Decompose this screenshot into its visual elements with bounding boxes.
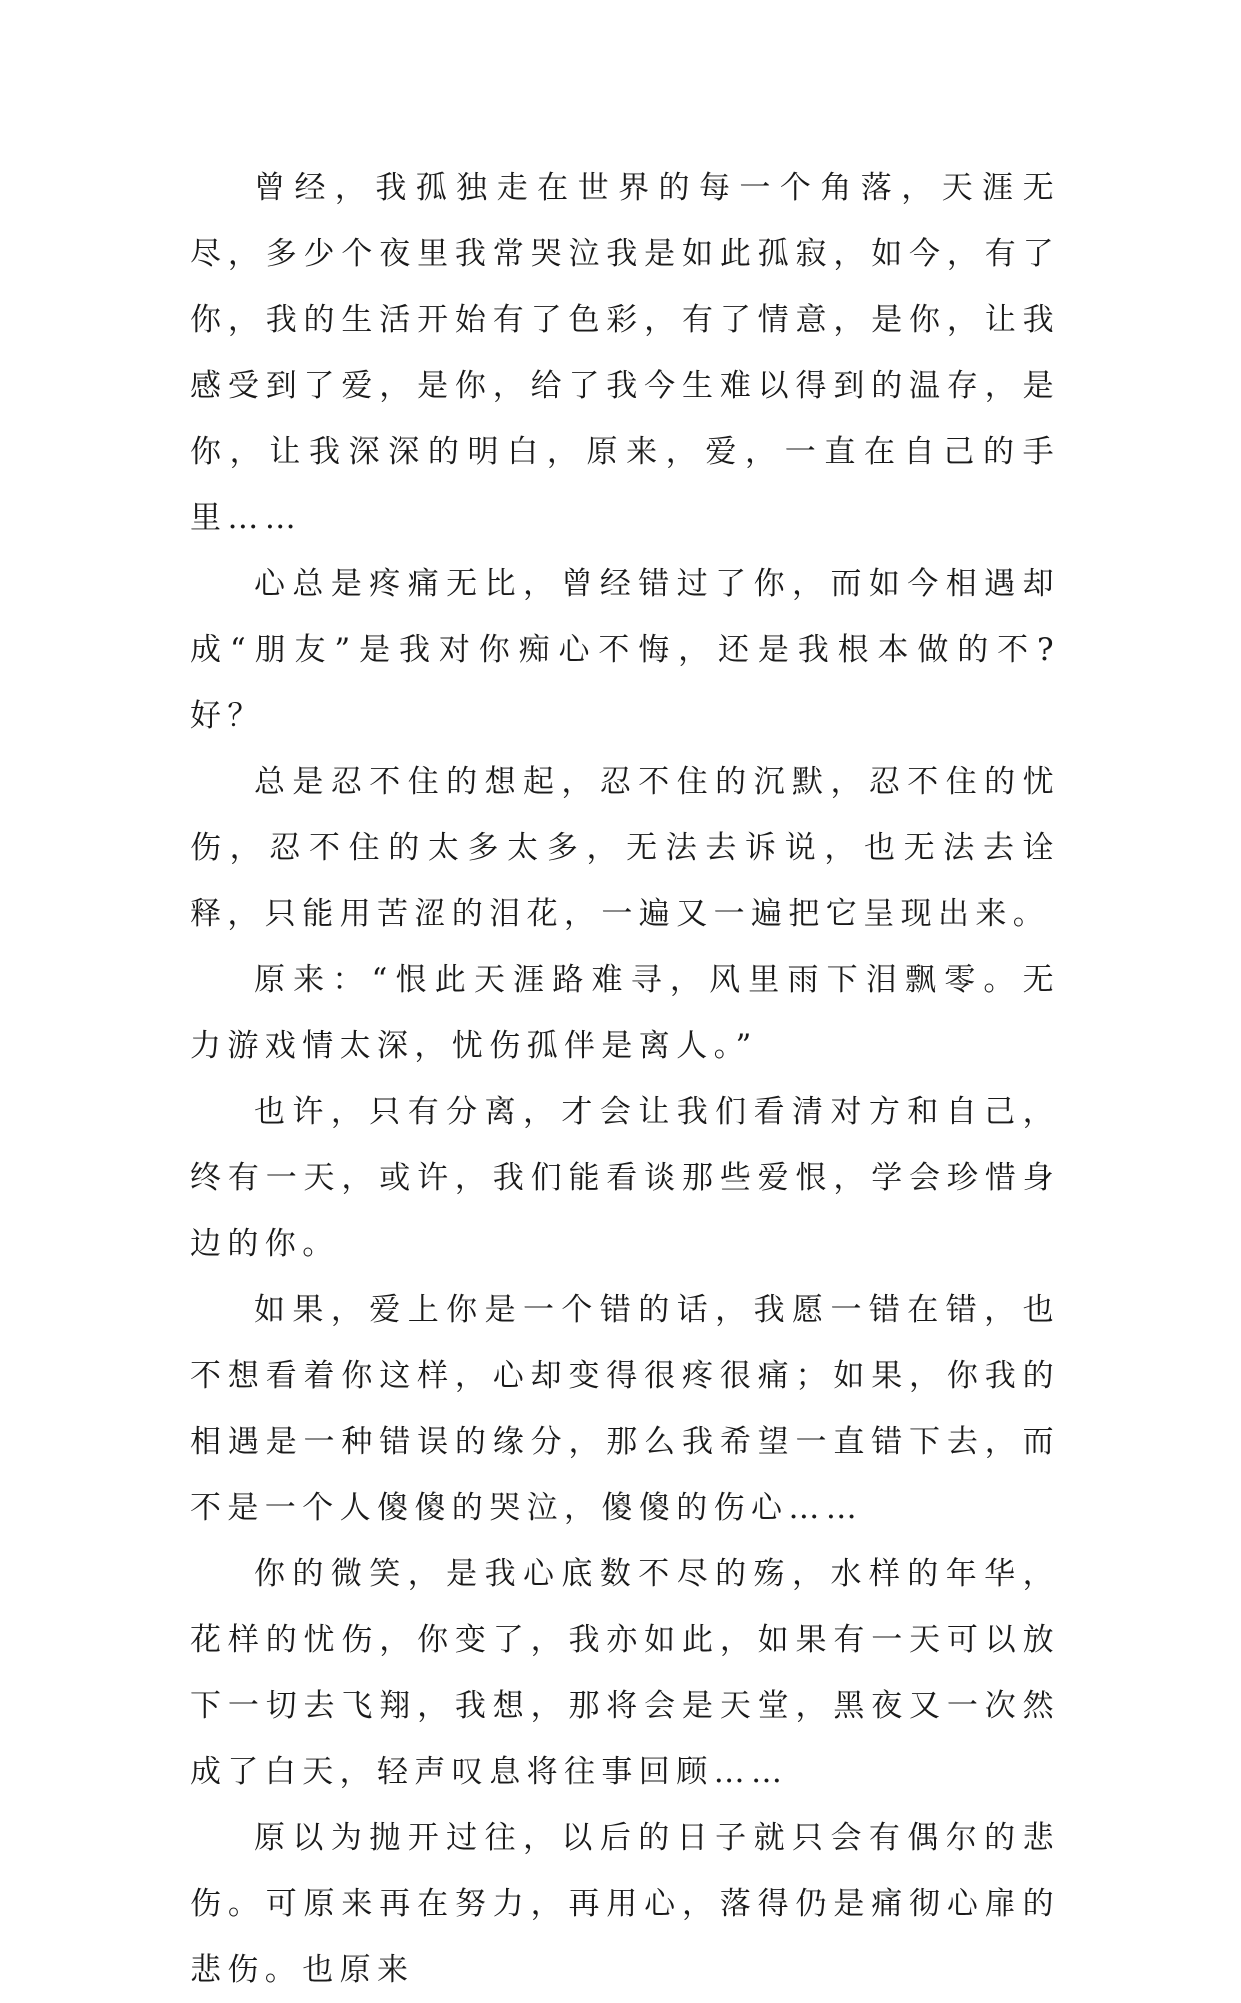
paragraph: 心总是疼痛无比，曾经错过了你，而如今相遇却成“朋友”是我对你痴心不悔，还是我根本做的不?好？ <box>190 566 1060 734</box>
paragraph: 你的微笑，是我心底数不尽的殇，水样的年华，花样的忧伤，你变了，我亦如此，如果有一天可以放下一切去飞翔，我想，那将会是天堂，黑夜又一次然成了白天，轻声叹息将往事回顾…… <box>190 1556 1060 1790</box>
paragraph: 总是忍不住的想起，忍不住的沉默，忍不住的忧伤，忍不住的太多太多，无法去诉说，也无法去诠释，只能用苦涩的泪花，一遍又一遍把它呈现出来。 <box>190 764 1060 932</box>
paragraph: 如果，爱上你是一个错的话，我愿一错在错，也不想看着你这样，心却变得很疼很痛；如果，你我的相遇是一种错误的缘分，那么我希望一直错下去，而不是一个人傻傻的哭泣，傻傻的伤心…… <box>190 1292 1060 1526</box>
paragraph: 也许，只有分离，才会让我们看清对方和自己，终有一天，或许，我们能看谈那些爱恨，学会珍惜身边的你。 <box>190 1094 1060 1262</box>
document-body <box>190 155 1060 2003</box>
paragraph: 原来：“恨此天涯路难寻，风里雨下泪飘零。无力游戏情太深，忧伤孤伴是离人。” <box>190 962 1060 1064</box>
paragraph: 曾经，我孤独走在世界的每一个角落，天涯无尽，多少个夜里我常哭泣我是如此孤寂，如今，有了你，我的生活开始有了色彩，有了情意，是你，让我感受到了爱，是你，给了我今生难以得到的温存，是你，让我深深的明白，原来，爱，一直在自己的手里…… <box>190 170 1060 536</box>
paragraph: 原以为抛开过往，以后的日子就只会有偶尔的悲伤。可原来再在努力，再用心，落得仍是痛彻心扉的悲伤。也原来 <box>190 1820 1060 1988</box>
